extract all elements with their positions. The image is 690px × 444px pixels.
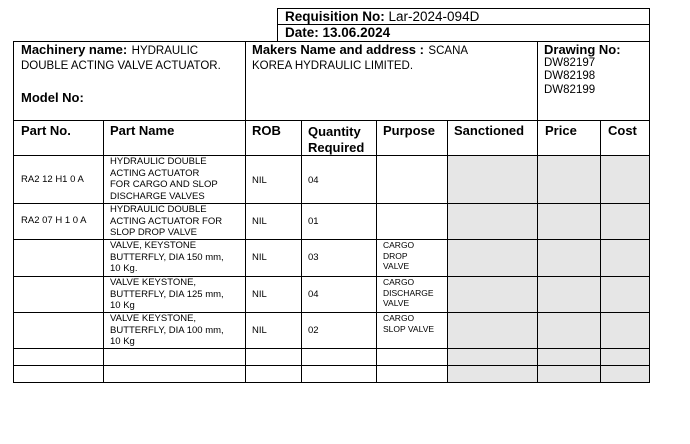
rob-cell: NIL bbox=[252, 325, 267, 336]
part-name-cell: HYDRAULIC DOUBLE ACTING ACTUATOR FOR SLOP DROP VALVE bbox=[110, 204, 223, 238]
part-name-cell: HYDRAULIC DOUBLE ACTING ACTUATOR FOR CARGO AND SLOP DISCHARGE VALVES bbox=[110, 156, 218, 202]
quantity-cell: 02 bbox=[308, 325, 319, 336]
quantity-cell: 04 bbox=[308, 175, 319, 186]
drawing-number: DW82199 bbox=[544, 83, 596, 96]
drawing-number: DW82197 bbox=[544, 56, 596, 69]
drawing-label: Drawing No: bbox=[544, 42, 621, 57]
part-name-cell: VALVE KEYSTONE, BUTTERFLY, DIA 125 mm, 10 Kg bbox=[110, 277, 224, 311]
quantity-label-line2: Required bbox=[308, 140, 365, 155]
makers-name-address bbox=[252, 43, 536, 73]
makers-value-line2: KOREA HYDRAULIC LIMITED. bbox=[252, 60, 414, 72]
quantity-label-line1: Quantity bbox=[308, 124, 361, 139]
machinery-label: Machinery name: bbox=[21, 42, 128, 57]
column-header-rob: ROB bbox=[252, 123, 281, 138]
makers-label: Makers Name and address : bbox=[252, 42, 424, 57]
rob-cell: NIL bbox=[252, 175, 267, 186]
requisition-label: Requisition No: bbox=[285, 9, 385, 24]
part-no-cell: RA2 07 H 1 0 A bbox=[21, 215, 87, 226]
date-value: 13.06.2024 bbox=[322, 25, 391, 40]
part-no-cell: RA2 12 H1 0 A bbox=[21, 174, 84, 185]
column-header-purpose: Purpose bbox=[383, 123, 436, 138]
date-label: Date: bbox=[285, 25, 319, 40]
column-header-price: Price bbox=[545, 123, 577, 138]
quantity-cell: 01 bbox=[308, 216, 319, 227]
column-header-sanctioned: Sanctioned bbox=[454, 123, 525, 138]
drawing-number: DW82198 bbox=[544, 70, 596, 82]
column-header-part-name: Part Name bbox=[110, 123, 175, 138]
requisition-number bbox=[285, 9, 479, 24]
purpose-cell: CARGO DISCHARGE VALVE bbox=[383, 277, 434, 308]
purpose-cell: CARGO DROP VALVE bbox=[383, 240, 415, 271]
machinery-value-line1: HYDRAULIC bbox=[131, 45, 199, 57]
requisition-date bbox=[285, 25, 390, 40]
model-no-label: Model No: bbox=[21, 90, 84, 105]
rob-cell: NIL bbox=[252, 252, 267, 263]
requisition-value: Lar-2024-094D bbox=[388, 9, 480, 24]
part-name-cell: VALVE, KEYSTONE BUTTERFLY, DIA 150 mm, 10 Kg. bbox=[110, 240, 224, 274]
rob-cell: NIL bbox=[252, 289, 267, 300]
column-header-cost: Cost bbox=[608, 123, 637, 138]
part-name-cell: VALVE KEYSTONE, BUTTERFLY, DIA 100 mm, 10 Kg bbox=[110, 313, 224, 347]
machinery-name bbox=[21, 43, 245, 73]
machinery-value-line2: DOUBLE ACTING VALVE ACTUATOR. bbox=[21, 60, 221, 72]
column-header-quantity-required bbox=[308, 124, 364, 156]
quantity-cell: 04 bbox=[308, 289, 319, 300]
column-header-part-no: Part No. bbox=[21, 123, 71, 138]
drawing-numbers bbox=[544, 43, 648, 97]
rob-cell: NIL bbox=[252, 216, 267, 227]
makers-value-line1: SCANA bbox=[428, 45, 469, 57]
quantity-cell: 03 bbox=[308, 252, 319, 263]
purpose-cell: CARGO SLOP VALVE bbox=[383, 313, 435, 334]
